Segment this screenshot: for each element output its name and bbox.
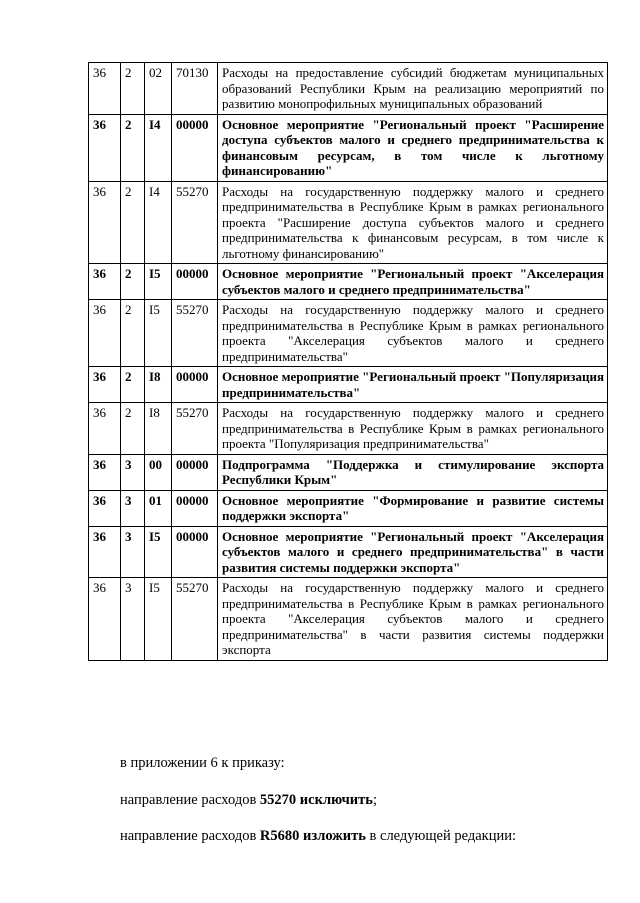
row-description: Расходы на предоставление субсидий бюджетам муниципальных образований Республики Крым на реализацию мероприятий по развитию монопрофильных муниципальных образований: [218, 63, 608, 115]
code-event: I5: [145, 578, 172, 661]
code-program: 36: [89, 403, 121, 455]
code-program: 36: [89, 490, 121, 526]
row-description: Основное мероприятие "Региональный проект "Популяризация предпринимательства": [218, 367, 608, 403]
code-event: I4: [145, 181, 172, 264]
code-subprogram: 2: [121, 63, 145, 115]
table-row: [89, 264, 608, 300]
code-subprogram: 2: [121, 181, 145, 264]
code-subprogram: 3: [121, 578, 145, 661]
code-direction: 55270: [172, 578, 218, 661]
paragraph-appendix: [120, 755, 285, 772]
table-row: [89, 526, 608, 578]
table-row: [89, 300, 608, 367]
table-body: [89, 63, 608, 661]
row-description: Расходы на государственную поддержку малого и среднего предпринимательства в Республике Крым в рамках регионального проекта "Популяризация предпринимательства": [218, 403, 608, 455]
code-direction: 00000: [172, 454, 218, 490]
code-program: 36: [89, 454, 121, 490]
code-subprogram: 2: [121, 403, 145, 455]
table-row: [89, 114, 608, 181]
code-direction: 00000: [172, 367, 218, 403]
table-row: [89, 490, 608, 526]
code-event: I5: [145, 526, 172, 578]
exclude-code: 55270: [259, 792, 297, 808]
code-event: I4: [145, 114, 172, 181]
code-direction: 70130: [172, 63, 218, 115]
row-description: Расходы на государственную поддержку малого и среднего предпринимательства в Республике Крым в рамках регионального проекта "Акселерация субъектов малого и среднего предпринимательства" в части развития системы поддержки экспорта: [218, 578, 608, 661]
code-subprogram: 2: [121, 300, 145, 367]
paragraph-appendix-text: в приложении 6 к приказу:: [120, 755, 285, 771]
code-event: I5: [145, 264, 172, 300]
replace-code: R5680: [259, 828, 300, 844]
code-event: 00: [145, 454, 172, 490]
code-program: 36: [89, 367, 121, 403]
code-subprogram: 3: [121, 490, 145, 526]
code-event: 02: [145, 63, 172, 115]
code-direction: 55270: [172, 403, 218, 455]
code-subprogram: 2: [121, 264, 145, 300]
paragraph-exclude: [120, 792, 377, 809]
code-program: 36: [89, 114, 121, 181]
code-program: 36: [89, 181, 121, 264]
code-subprogram: 2: [121, 114, 145, 181]
code-subprogram: 3: [121, 526, 145, 578]
code-subprogram: 2: [121, 367, 145, 403]
row-description: Основное мероприятие "Региональный проект "Акселерация субъектов малого и среднего предпринимательства" в части развития системы поддержки экспорта": [218, 526, 608, 578]
code-event: I8: [145, 403, 172, 455]
code-event: I8: [145, 367, 172, 403]
exclude-pre: направление расходов: [120, 792, 260, 808]
exclude-post: ;: [372, 792, 377, 808]
row-description: Расходы на государственную поддержку малого и среднего предпринимательства в Республике Крым в рамках регионального проекта "Акселерация субъектов малого и среднего предпринимательства": [218, 300, 608, 367]
code-direction: 00000: [172, 490, 218, 526]
code-program: 36: [89, 578, 121, 661]
paragraph-replace: [120, 828, 516, 845]
code-event: I5: [145, 300, 172, 367]
code-program: 36: [89, 63, 121, 115]
row-description: Основное мероприятие "Региональный проект "Расширение доступа субъектов малого и среднего предпринимательства к финансовым ресурсам, в том числе к льготному финансированию": [218, 114, 608, 181]
table-row: [89, 403, 608, 455]
code-program: 36: [89, 300, 121, 367]
table-row: [89, 181, 608, 264]
budget-classification-table: [88, 62, 608, 661]
replace-action: изложить: [303, 828, 366, 844]
exclude-action: исключить: [299, 792, 373, 808]
code-direction: 00000: [172, 114, 218, 181]
replace-pre: направление расходов: [120, 828, 260, 844]
row-description: Подпрограмма "Поддержка и стимулирование экспорта Республики Крым": [218, 454, 608, 490]
code-program: 36: [89, 264, 121, 300]
code-event: 01: [145, 490, 172, 526]
code-program: 36: [89, 526, 121, 578]
code-direction: 00000: [172, 264, 218, 300]
code-direction: 55270: [172, 181, 218, 264]
row-description: Расходы на государственную поддержку малого и среднего предпринимательства в Республике Крым в рамках регионального проекта "Расширение доступа субъектов малого и среднего предпринимательства к финансовым ресурсам, в том числе к льготному финансированию": [218, 181, 608, 264]
row-description: Основное мероприятие "Формирование и развитие системы поддержки экспорта": [218, 490, 608, 526]
table-row: [89, 454, 608, 490]
replace-post: в следующей редакции:: [365, 828, 517, 844]
code-direction: 55270: [172, 300, 218, 367]
code-direction: 00000: [172, 526, 218, 578]
code-subprogram: 3: [121, 454, 145, 490]
table-row: [89, 578, 608, 661]
table-row: [89, 63, 608, 115]
table-row: [89, 367, 608, 403]
row-description: Основное мероприятие "Региональный проект "Акселерация субъектов малого и среднего предпринимательства": [218, 264, 608, 300]
